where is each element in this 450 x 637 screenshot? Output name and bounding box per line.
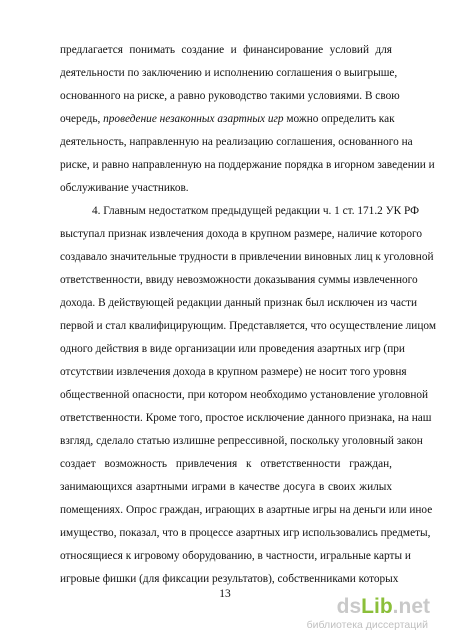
dslib-logo: dsLib.net (336, 595, 430, 618)
text-line: имущество, показал, что в процессе азартных игр использовались предметы, (60, 527, 431, 539)
text-line: занимающихся азартными играми в качестве досуга в своих жилых (60, 481, 392, 493)
text-line: основанного на риске, а равно руководство такими условиями. В свою (60, 90, 400, 102)
italic-term: проведение незаконных азартных игр (103, 113, 284, 125)
watermark-subtitle: библиотека диссертаций (306, 619, 428, 631)
text-line: игровые фишки (для фиксации результатов), собственниками которых (60, 573, 399, 585)
text-line: риске, и равно направленную на поддержание порядка в игорном заведении и (60, 159, 435, 171)
text-line: взгляд, сделало статью излишне репрессивной, поскольку уголовный закон (60, 435, 423, 447)
text-line: деятельность, направленную на реализацию соглашения, основанного на (60, 136, 413, 148)
text-line: помещениях. Опрос граждан, играющих в азартные игры на деньги или иное (60, 504, 433, 516)
text-line: создает возможность привлечения к ответственности граждан, (60, 458, 392, 470)
page-number: 13 (219, 588, 231, 600)
text-line: ответственности. Кроме того, простое исключение данного признака, на наш (60, 412, 432, 424)
text-line: общественной опасности, при котором необходимо установление уголовной (60, 389, 429, 401)
text-line: создавало значительные трудности в привлечении виновных лиц к уголовной (60, 251, 434, 263)
text-line: выступал признак извлечения дохода в крупном размере, наличие которого (60, 228, 422, 240)
text-line: первой и стал квалифицирующим. Представляется, что осуществление лицом (60, 320, 436, 332)
text-line: дохода. В действующей редакции данный признак был исключен из части (60, 297, 417, 309)
text-fragment: очередь, (60, 113, 101, 125)
paragraph-first-line: 4. Главным недостатком предыдущей редакции ч. 1 ст. 171.2 УК РФ (92, 205, 419, 217)
text-line-mixed (60, 112, 395, 126)
text-line: относящиеся к игровому оборудованию, в частности, игральные карты и (60, 550, 411, 562)
text-line: предлагается понимать создание и финансирование условий для (60, 44, 392, 56)
text-line: отсутствии извлечения дохода в крупном размере) не носит того уровня (60, 366, 407, 378)
text-line: ответственности, ввиду невозможности доказывания суммы извлеченного (60, 274, 418, 286)
text-line: обслуживание участников. (60, 182, 189, 194)
text-fragment: можно определить как (286, 113, 395, 125)
text-line: одного действия в виде организации или проведения азартных игр (при (60, 343, 405, 355)
text-line: деятельности по заключению и исполнению соглашения о выигрыше, (60, 67, 398, 79)
